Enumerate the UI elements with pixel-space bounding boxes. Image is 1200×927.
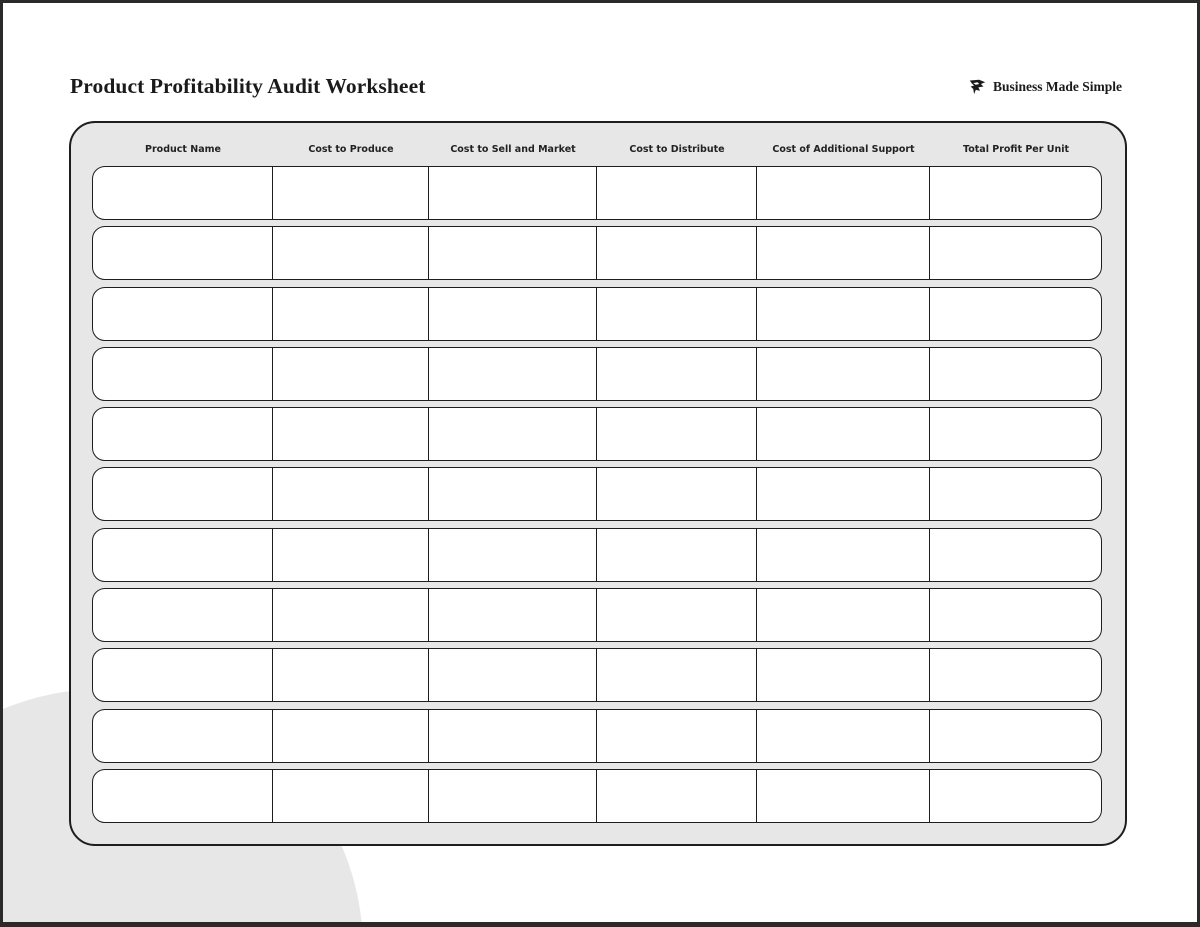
brand bbox=[969, 78, 1122, 95]
cell-cost-to-distribute[interactable] bbox=[597, 468, 757, 520]
cell-product-name[interactable] bbox=[93, 408, 273, 460]
table-row bbox=[92, 588, 1102, 642]
table-row bbox=[92, 287, 1102, 341]
column-header-cost-to-sell-and-market: Cost to Sell and Market bbox=[450, 144, 576, 155]
cell-cost-of-additional-support[interactable] bbox=[757, 288, 930, 340]
cell-cost-of-additional-support[interactable] bbox=[757, 529, 930, 581]
column-header-total-profit-per-unit: Total Profit Per Unit bbox=[963, 144, 1069, 155]
cell-cost-to-distribute[interactable] bbox=[597, 227, 757, 279]
cell-total-profit-per-unit[interactable] bbox=[930, 408, 1102, 460]
cell-total-profit-per-unit[interactable] bbox=[930, 589, 1102, 641]
table-row bbox=[92, 648, 1102, 702]
column-header-cost-to-produce: Cost to Produce bbox=[308, 144, 394, 155]
cell-total-profit-per-unit[interactable] bbox=[930, 227, 1102, 279]
cell-product-name[interactable] bbox=[93, 770, 273, 822]
cell-cost-to-produce[interactable] bbox=[273, 468, 429, 520]
column-header-cost-of-additional-support: Cost of Additional Support bbox=[772, 144, 915, 155]
cell-cost-to-sell-and-market[interactable] bbox=[429, 770, 597, 822]
cell-cost-to-produce[interactable] bbox=[273, 589, 429, 641]
cell-total-profit-per-unit[interactable] bbox=[930, 167, 1102, 219]
table-header bbox=[93, 144, 1102, 155]
table-row bbox=[92, 467, 1102, 521]
cell-cost-of-additional-support[interactable] bbox=[757, 710, 930, 762]
cell-cost-of-additional-support[interactable] bbox=[757, 468, 930, 520]
cell-cost-to-sell-and-market[interactable] bbox=[429, 649, 597, 701]
cell-cost-of-additional-support[interactable] bbox=[757, 589, 930, 641]
cell-total-profit-per-unit[interactable] bbox=[930, 468, 1102, 520]
cell-cost-to-sell-and-market[interactable] bbox=[429, 589, 597, 641]
table-row bbox=[92, 347, 1102, 401]
cell-cost-to-distribute[interactable] bbox=[597, 770, 757, 822]
table-body bbox=[92, 166, 1102, 829]
cell-cost-to-sell-and-market[interactable] bbox=[429, 348, 597, 400]
cell-cost-to-sell-and-market[interactable] bbox=[429, 529, 597, 581]
cell-cost-of-additional-support[interactable] bbox=[757, 227, 930, 279]
cell-cost-of-additional-support[interactable] bbox=[757, 348, 930, 400]
cell-cost-to-distribute[interactable] bbox=[597, 649, 757, 701]
cell-product-name[interactable] bbox=[93, 529, 273, 581]
cell-cost-of-additional-support[interactable] bbox=[757, 167, 930, 219]
cell-cost-to-sell-and-market[interactable] bbox=[429, 167, 597, 219]
cell-cost-to-distribute[interactable] bbox=[597, 529, 757, 581]
column-header-cost-to-distribute: Cost to Distribute bbox=[629, 144, 725, 155]
cell-total-profit-per-unit[interactable] bbox=[930, 529, 1102, 581]
cell-cost-to-distribute[interactable] bbox=[597, 288, 757, 340]
table-row bbox=[92, 709, 1102, 763]
cell-cost-to-produce[interactable] bbox=[273, 227, 429, 279]
cell-product-name[interactable] bbox=[93, 348, 273, 400]
cell-cost-to-distribute[interactable] bbox=[597, 408, 757, 460]
cell-total-profit-per-unit[interactable] bbox=[930, 710, 1102, 762]
cell-total-profit-per-unit[interactable] bbox=[930, 770, 1102, 822]
cell-cost-to-distribute[interactable] bbox=[597, 348, 757, 400]
cell-cost-of-additional-support[interactable] bbox=[757, 408, 930, 460]
cell-cost-to-produce[interactable] bbox=[273, 710, 429, 762]
bird-logo-icon bbox=[969, 78, 986, 95]
cell-cost-to-produce[interactable] bbox=[273, 167, 429, 219]
cell-product-name[interactable] bbox=[93, 589, 273, 641]
cell-cost-to-sell-and-market[interactable] bbox=[429, 408, 597, 460]
page-title: Product Profitability Audit Worksheet bbox=[70, 74, 426, 98]
cell-cost-to-sell-and-market[interactable] bbox=[429, 227, 597, 279]
cell-product-name[interactable] bbox=[93, 468, 273, 520]
cell-total-profit-per-unit[interactable] bbox=[930, 288, 1102, 340]
cell-cost-to-produce[interactable] bbox=[273, 770, 429, 822]
column-header-product-name: Product Name bbox=[145, 144, 221, 155]
cell-cost-to-distribute[interactable] bbox=[597, 589, 757, 641]
cell-cost-to-sell-and-market[interactable] bbox=[429, 288, 597, 340]
table-row bbox=[92, 528, 1102, 582]
cell-product-name[interactable] bbox=[93, 227, 273, 279]
cell-cost-to-sell-and-market[interactable] bbox=[429, 468, 597, 520]
table-row bbox=[92, 407, 1102, 461]
cell-cost-to-produce[interactable] bbox=[273, 529, 429, 581]
cell-cost-to-produce[interactable] bbox=[273, 408, 429, 460]
brand-name: Business Made Simple bbox=[993, 78, 1123, 94]
cell-cost-to-produce[interactable] bbox=[273, 348, 429, 400]
cell-total-profit-per-unit[interactable] bbox=[930, 649, 1102, 701]
table-row bbox=[92, 226, 1102, 280]
cell-product-name[interactable] bbox=[93, 167, 273, 219]
cell-product-name[interactable] bbox=[93, 288, 273, 340]
table-row bbox=[92, 166, 1102, 220]
cell-cost-to-produce[interactable] bbox=[273, 288, 429, 340]
cell-cost-to-sell-and-market[interactable] bbox=[429, 710, 597, 762]
cell-product-name[interactable] bbox=[93, 649, 273, 701]
cell-cost-of-additional-support[interactable] bbox=[757, 649, 930, 701]
cell-cost-to-distribute[interactable] bbox=[597, 167, 757, 219]
cell-cost-to-distribute[interactable] bbox=[597, 710, 757, 762]
table-row bbox=[92, 769, 1102, 823]
cell-cost-to-produce[interactable] bbox=[273, 649, 429, 701]
cell-total-profit-per-unit[interactable] bbox=[930, 348, 1102, 400]
cell-product-name[interactable] bbox=[93, 710, 273, 762]
cell-cost-of-additional-support[interactable] bbox=[757, 770, 930, 822]
